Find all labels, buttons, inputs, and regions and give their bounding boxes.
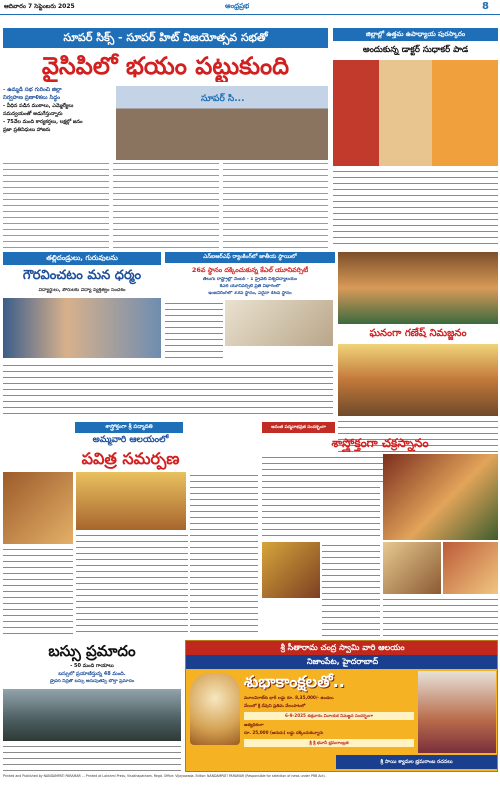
accident-sub1: - 50 మంది గాయాలు xyxy=(70,663,114,669)
ad-title: శ్రీ సీతారామ చంద్ర స్వామి వారి ఆలయం xyxy=(186,641,498,655)
award-banner xyxy=(333,28,498,41)
university-sub1: తెలుగు రాష్ట్రాల్లో నెంబర్ - 1 ప్రైవేట్ విశ్వవిద్యాలయం xyxy=(202,277,298,282)
ganesh-photo-bottom xyxy=(338,344,498,416)
accident-sub3: డ్రైవర్ నిద్రతో బస్సు అదుపుతప్పి బోల్తా ప్రమాదం xyxy=(49,679,135,684)
university-photo xyxy=(225,300,333,346)
temple-body-left xyxy=(3,546,73,636)
occasion-photo-small-3 xyxy=(443,542,498,594)
lead-bullet: ప్రజా ప్రతినిధులు హాజరు xyxy=(3,127,51,133)
university-sub2: కేఎల్ యూనివర్సిటీ ప్రతి విభాగంలో xyxy=(219,284,281,289)
accident-headline: బస్సు ప్రమాదం xyxy=(48,642,136,660)
university-banner xyxy=(165,252,335,263)
page-header xyxy=(0,0,500,15)
ad-line3: అత్యధికంగా xyxy=(244,722,264,727)
ad-date-line: 6-9-2025 శుక్రవారం వినాయక నిమజ్జన సందర్భంగా xyxy=(244,712,414,720)
occasion-headline: శాస్త్రోక్తంగా చక్రస్నానం xyxy=(331,436,429,450)
parents-kicker xyxy=(3,252,161,265)
temple-headline: పవిత్ర సమర్పణ xyxy=(81,449,180,468)
ad-line5: శ్రీ శ్రీ భవానీ భ్రమరాంబ్రత xyxy=(244,739,414,747)
temple-advertisement xyxy=(185,640,498,772)
ganesh-photo-top xyxy=(338,252,498,324)
award-body-text xyxy=(333,168,498,248)
lead-bullet: - వీధిన పడిన ముఠాలు, ఎమ్మెల్యేలు xyxy=(3,103,74,109)
award-photo xyxy=(333,60,498,166)
ad-ganesh-image xyxy=(190,673,240,745)
temple-photo-left xyxy=(3,472,73,544)
ad-line2: వేలంలో శ్రీ దేవుని ప్రతిమ వేలంపాటలో xyxy=(244,703,306,708)
lead-headline: వైసిపిలో భయం పట్టుకుంది xyxy=(41,52,290,80)
ad-location: నిజాంపేట, హైదరాబాద్ xyxy=(186,655,498,669)
imprint-footer: Printed and Published by NANDAMPATI PARAMAR ... Printed at Lakshmi Press, Visakhapatnam. Regd. Office: Vijayawada. Editor: NANDAMPATI PARAMAR (Responsible for selection of news under PRB Act). xyxy=(3,774,326,778)
lead-bullet: నిర్వహణ ప్రణాళికలు సిద్ధం xyxy=(3,95,60,101)
occasion-photo-small-1 xyxy=(262,542,320,598)
temple-body-right xyxy=(190,472,258,636)
lead-photo xyxy=(116,86,328,161)
occasion-body-end xyxy=(383,596,498,636)
university-body-text xyxy=(165,300,223,360)
ad-line4: రూ. 25,000 (అరుదు) లడ్డు దక్కించుకున్నారు xyxy=(244,730,324,735)
university-headline: 26వ స్థానం దక్కించుకున్న కేఎల్ యూనివర్సిటీ xyxy=(191,266,309,274)
university-banner-text: ఎన్ఐఆర్ఎఫ్ ర్యాంకింగ్‌లో జాతీయ స్థాయిలో xyxy=(203,254,297,260)
masthead: ఆంధ్రప్రభ xyxy=(225,2,250,10)
occasion-photo-small-2 xyxy=(383,542,441,594)
accident-sub2: బస్సులో ప్రయాణిస్తున్న 48 మంది. xyxy=(58,671,126,677)
parents-headline: గౌరవించటం మన ధర్మం xyxy=(22,268,142,283)
lead-banner-text: సూపర్ సిక్స్ - సూపర్ హిట్ విజయోత్సవ సభతో xyxy=(63,31,268,44)
temple-banner-text: శాస్త్రోక్తంగా శ్రీ పద్మావతి xyxy=(105,424,153,430)
page-number: 8 xyxy=(482,1,489,12)
parents-kicker-text: తల్లిదండ్రులు, గురువులను xyxy=(46,254,118,262)
parents-photo xyxy=(3,298,161,358)
accident-body-text xyxy=(3,743,181,771)
occasion-banner xyxy=(262,422,335,433)
issue-date: ఆదివారం 7 సెప్టెంబరు 2025 xyxy=(4,3,75,10)
temple-body-mid xyxy=(76,532,188,636)
lead-body-text xyxy=(3,160,328,248)
ad-line1: మూలవిరాట్‌కు భారీ లడ్డు రూ. 8,35,000/- ఉండలు xyxy=(244,695,334,700)
lead-banner xyxy=(3,28,328,48)
ad-couple-photo xyxy=(418,671,496,753)
temple-kicker: అమ్మవారి ఆలయంలో xyxy=(92,435,169,445)
ad-footer: శ్రీ సాయి శ్యామల భ్రమరాంబ రచనలు xyxy=(336,755,497,769)
occasion-body-bottom xyxy=(322,542,380,636)
lead-bullet: సమన్వయంతో అడుగేస్తున్నారు xyxy=(3,111,63,117)
occasion-body-text xyxy=(262,454,380,540)
parents-subline: విద్యార్థులు, పౌరులకు విద్యా వ్యక్తిత్వం సందేశం xyxy=(38,288,126,293)
accident-photo xyxy=(3,689,181,741)
parents-body-text xyxy=(3,362,333,418)
lead-speaker: - ఉమ్మడి సభ గురించి జిల్లా xyxy=(3,87,62,93)
temple-photo-mid xyxy=(76,472,186,530)
occasion-banner-text: అనంత పద్మనాభవ్రత సందర్భంగా xyxy=(271,425,326,430)
award-headline: అందుకున్న డాక్టర్ సుధాకర్ పాడ xyxy=(362,45,469,55)
ganesh-headline: ఘనంగా గణేష్ నిమజ్జనం xyxy=(369,328,467,339)
ad-greeting: శుభాకాంక్షలతో.. xyxy=(244,672,345,691)
award-banner-text: జిల్లాల్లో ఉత్తమ ఉపాధ్యాయ పురస్కారం xyxy=(365,30,466,38)
occasion-photo-right xyxy=(383,454,498,540)
temple-banner xyxy=(75,422,183,433)
lead-bullet: - 75వేల మంది కార్యకర్తలు, లక్షల్లో జనం xyxy=(3,119,83,125)
lead-photo-caption: సూపర్ సి... xyxy=(201,94,245,104)
university-sub3: ఇంజనీరింగ్‌లో 33వ స్థానం, ఏదైనా 46వ స్థానం xyxy=(208,291,292,296)
lead-subheads xyxy=(3,86,113,154)
